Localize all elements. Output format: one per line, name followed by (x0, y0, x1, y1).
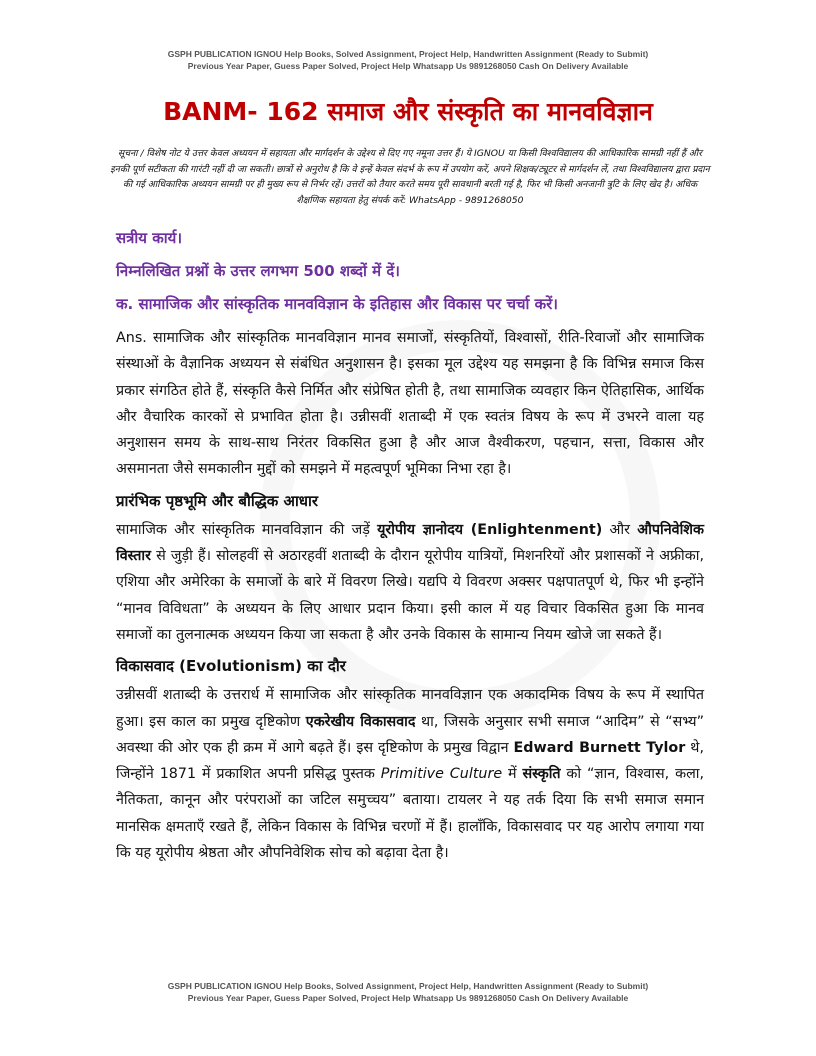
bold-text: औपनिवेशिक विस्तार (116, 521, 705, 565)
header-line-1: GSPH PUBLICATION IGNOU Help Books, Solved Assignment, Project Help, Handwritten Assignment (Ready to Submit) (167, 49, 649, 59)
text: को “ज्ञान, विश्वास, कला, नैतिकता, कानून और परंपराओं का जटिल समुच्चय” बताया। टायलर ने यह तर्क दिया कि सभी समाज समान मानसिक क्षमताएँ रखते हैं, लेकिन विकास के विभिन्न चरणों में हैं। हालाँकि, विकासवाद पर यह आरोप लगाया गया कि यह यूरोपीय श्रेष्ठता और औपनिवेशिक सोच को बढ़ावा देता है। (116, 766, 705, 862)
question: क. सामाजिक और सांस्कृतिक मानवविज्ञान के इतिहास और विकास पर चर्चा करें। (116, 295, 558, 313)
text: था, जिसके अनुसार सभी समाज “आदिम” से “सभ्य” अवस्था की ओर एक ही क्रम में आगे बढ़ते हैं। इस दृष्टिकोण के प्रमुख विद्वान (116, 713, 704, 756)
disclaimer-notice: सूचना / विशेष नोट ये उत्तर केवल अध्ययन में सहायता और मार्गदर्शन के उद्देश्य से दिए गए नमूना उत्तर हैं। ये IGNOU या किसी विश्वविद्यालय की आधिकारिक सामग्री नहीं हैं और इनकी पूर्ण सटीकता की गारंटी नहीं दी जा सकती। छात्रों से अनुरोध है कि वे इन्हें केवल संदर्भ के रूप में उपयोग करें, अपने शिक्षक/ट्यूटर से मार्गदर्शन लें, तथा विश्वविद्यालय द्वारा प्रदान की गई आधिकारिक अध्ययन सामग्री पर ही मुख्य रूप से निर्भर रहें। उत्तरों को तैयार करते समय पूरी सावधानी बरती गई है, फिर भी किसी अनजानी त्रुटि के लिए खेद है। अधिक शैक्षणिक सहायता हेतु संपर्क करें: WhatsApp - 9891268050 (110, 148, 710, 206)
text: सामाजिक और सांस्कृतिक मानवविज्ञान की जड़ें (116, 521, 378, 538)
italic-text: Primitive Culture (380, 766, 503, 783)
bold-text: संस्कृति (522, 766, 561, 783)
instruction: निम्नलिखित प्रश्नों के उत्तर लगभग 500 शब्दों में दें। (116, 262, 400, 280)
text: और (602, 521, 638, 538)
text: थे, जिन्होंने 1871 में प्रकाशित अपनी प्रसिद्ध पुस्तक (116, 739, 704, 783)
answer-paragraph-3 (116, 682, 704, 866)
text: उन्नीसवीं शताब्दी के उत्तरार्ध में सामाजिक और सांस्कृतिक मानवविज्ञान एक अकादमिक विषय के रूप में स्थापित हुआ। इस काल का प्रमुख दृष्टिकोण (116, 687, 704, 730)
bold-text: यूरोपीय ज्ञानोदय (Enlightenment) (377, 521, 603, 538)
page-header (0, 48, 816, 72)
bold-text: Edward Burnett Tylor (513, 739, 686, 756)
main-content (116, 226, 704, 872)
header-line-2: Previous Year Paper, Guess Paper Solved, Project Help Whatsapp Us 9891268050 Cash On Delivery Available (187, 61, 629, 71)
answer-paragraph-1: Ans. सामाजिक और सांस्कृतिक मानवविज्ञान मानव समाजों, संस्कृतियों, विश्वासों, रीति-रिवाजों और सामाजिक संस्थाओं के वैज्ञानिक अध्ययन से संबंधित अनुशासन है। इसका मूल उद्देश्य यह समझना है कि विभिन्न समाज किस प्रकार संगठित होते हैं, संस्कृति कैसे निर्मित और संप्रेषित होती है, तथा सामाजिक व्यवहार किन ऐतिहासिक, आर्थिक और वैचारिक कारकों से प्रभावित होता है। उन्नीसवीं शताब्दी में एक स्वतंत्र विषय के रूप में उभरने वाला यह अनुशासन समय के साथ-साथ निरंतर विकसित हुआ है और आज वैश्वीकरण, पहचान, सत्ता, विकास और असमानता जैसे समकालीन मुद्दों को समझने में महत्वपूर्ण भूमिका निभा रहा है। (116, 330, 704, 478)
footer-line-2: Previous Year Paper, Guess Paper Solved, Project Help Whatsapp Us 9891268050 Cash On Delivery Available (187, 993, 629, 1003)
section-heading-2: विकासवाद (Evolutionism) का दौर (116, 657, 346, 676)
footer-line-1: GSPH PUBLICATION IGNOU Help Books, Solved Assignment, Project Help, Handwritten Assignment (Ready to Submit) (167, 981, 649, 991)
assignment-heading: सत्रीय कार्य। (116, 229, 183, 247)
text: में (502, 766, 523, 783)
page-title: BANM- 162 समाज और संस्कृति का मानवविज्ञान (163, 97, 653, 126)
text: से जुड़ी हैं। सोलहवीं से अठारहवीं शताब्दी के दौरान यूरोपीय यात्रियों, मिशनरियों और प्रशासकों ने अफ्रीका, एशिया और अमेरिका के समाजों के बारे में विवरण लिखे। यद्यपि ये विवरण अक्सर पक्षपातपूर्ण थे, फिर भी इन्होंने “मानव विविधता” के अध्ययन के लिए आधार प्रदान किया। इसी काल में यह विचार विकसित हुआ कि मानव समाजों का तुलनात्मक अध्ययन किया जा सकता है और उनके विकास के सामान्य नियम खोजे जा सकते हैं। (116, 548, 704, 643)
page-footer (0, 980, 816, 1004)
section-heading-1: प्रारंभिक पृष्ठभूमि और बौद्धिक आधार (116, 491, 319, 510)
answer-paragraph-2 (116, 517, 704, 648)
bold-text: एकरेखीय विकासवाद (305, 713, 416, 730)
